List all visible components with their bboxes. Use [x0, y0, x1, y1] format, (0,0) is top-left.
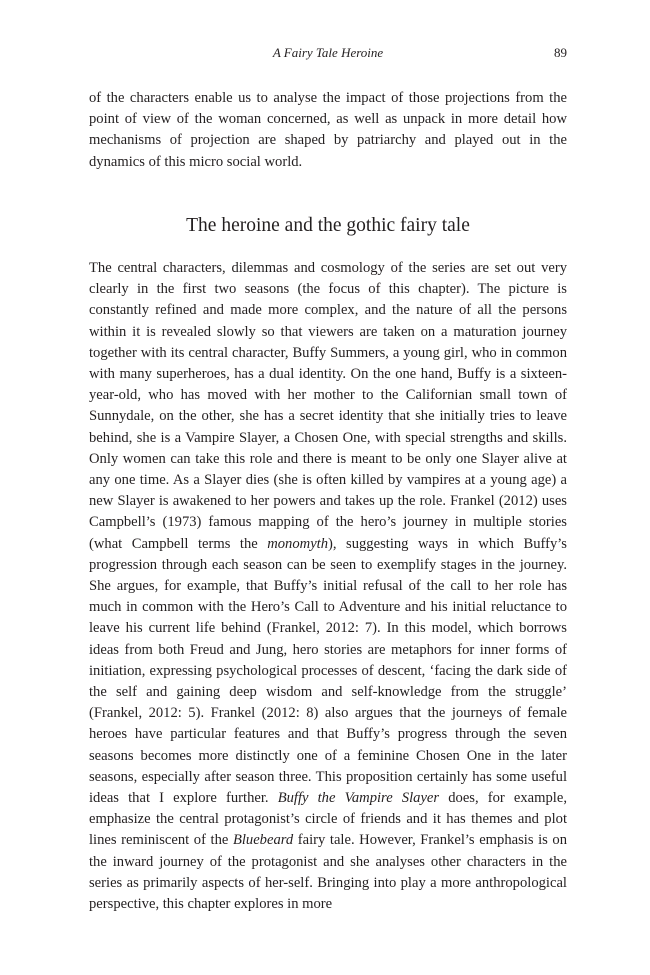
body-paragraph-block — [89, 258, 567, 915]
italic-title-buffy: Buffy the Vampire Slayer — [277, 790, 440, 807]
running-title: A Fairy Tale Heroine — [272, 45, 384, 60]
body-text-part-3: does, for example, emphasize the central protagonist’s circle of friends and it has themes and plot lines reminiscent of the — [89, 790, 567, 849]
body-text-part-4: fairy tale. However, Frankel’s emphasis is on the inward journey of the protagonist and she analyses other characters in the series as primarily aspects of her-self. Bringing into play a more anthropological perspective, this chapter explores in more — [89, 832, 567, 913]
body-paragraph — [89, 258, 567, 915]
body-text-part-1: The central characters, dilemmas and cosmology of the series are set out very clearly in the first two seasons (the focus of this chapter). The picture is constantly refined and made more complex, and the nature of all the persons within it is revealed slowly so that viewers are taken on a maturation journey together with its central character, Buffy Summers, a young girl, who in common with many superheroes, has a dual identity. On the one hand, Buffy is a sixteen-year-old, who has moved with her mother to the Californian small town of Sunnydale, on the other, she has a secret identity that she initially tries to leave behind, she is a Vampire Slayer, a Chosen One, with special strengths and skills. Only women can take this role and there is meant to be only one Slayer alive at any one time. As a Slayer dies (she is often killed by vampires at a young age) a new Slayer is awakened to her powers and takes up the role. Frankel (2012) uses Campbell’s (1973) famous mapping of the hero’s journey in multiple stories (what Campbell terms the — [89, 260, 567, 552]
intro-paragraph: of the characters enable us to analyse the impact of those projections from the point of view of the woman concerned, as well as unpack in more detail how mechanisms of projection are shaped by patriarchy and played out in the dynamics of this micro social world. — [89, 90, 567, 170]
page-number: 89 — [554, 45, 567, 60]
intro-paragraph-block — [89, 88, 567, 173]
italic-title-bluebeard: Bluebeard — [232, 832, 294, 849]
section-heading: The heroine and the gothic fairy tale — [186, 215, 470, 236]
italic-term-monomyth: monomyth — [267, 535, 329, 552]
running-header — [89, 45, 567, 65]
body-text-part-2: ), suggesting ways in which Buffy’s progression through each season can be seen to exemplify stages in the journey. She argues, for example, that Buffy’s initial refusal of the call to her role has much in common with the Hero’s Call to Adventure and his initial reluctance to leave his current life behind (Frankel, 2012: 7). In this model, which borrows ideas from both Freud and Jung, hero stories are metaphors for inner forms of initiation, expressing psychological processes of descent, ‘facing the dark side of the self and gaining deep wisdom and self-knowledge from the struggle’ (Frankel, 2012: 5). Frankel (2012: 8) also argues that the journeys of female heroes have particular features and that Buffy’s progress through the seven seasons becomes more distinctly one of a feminine Chosen One in the later seasons, especially after season three. This proposition certainly has some useful ideas that I explore further. — [89, 535, 567, 807]
